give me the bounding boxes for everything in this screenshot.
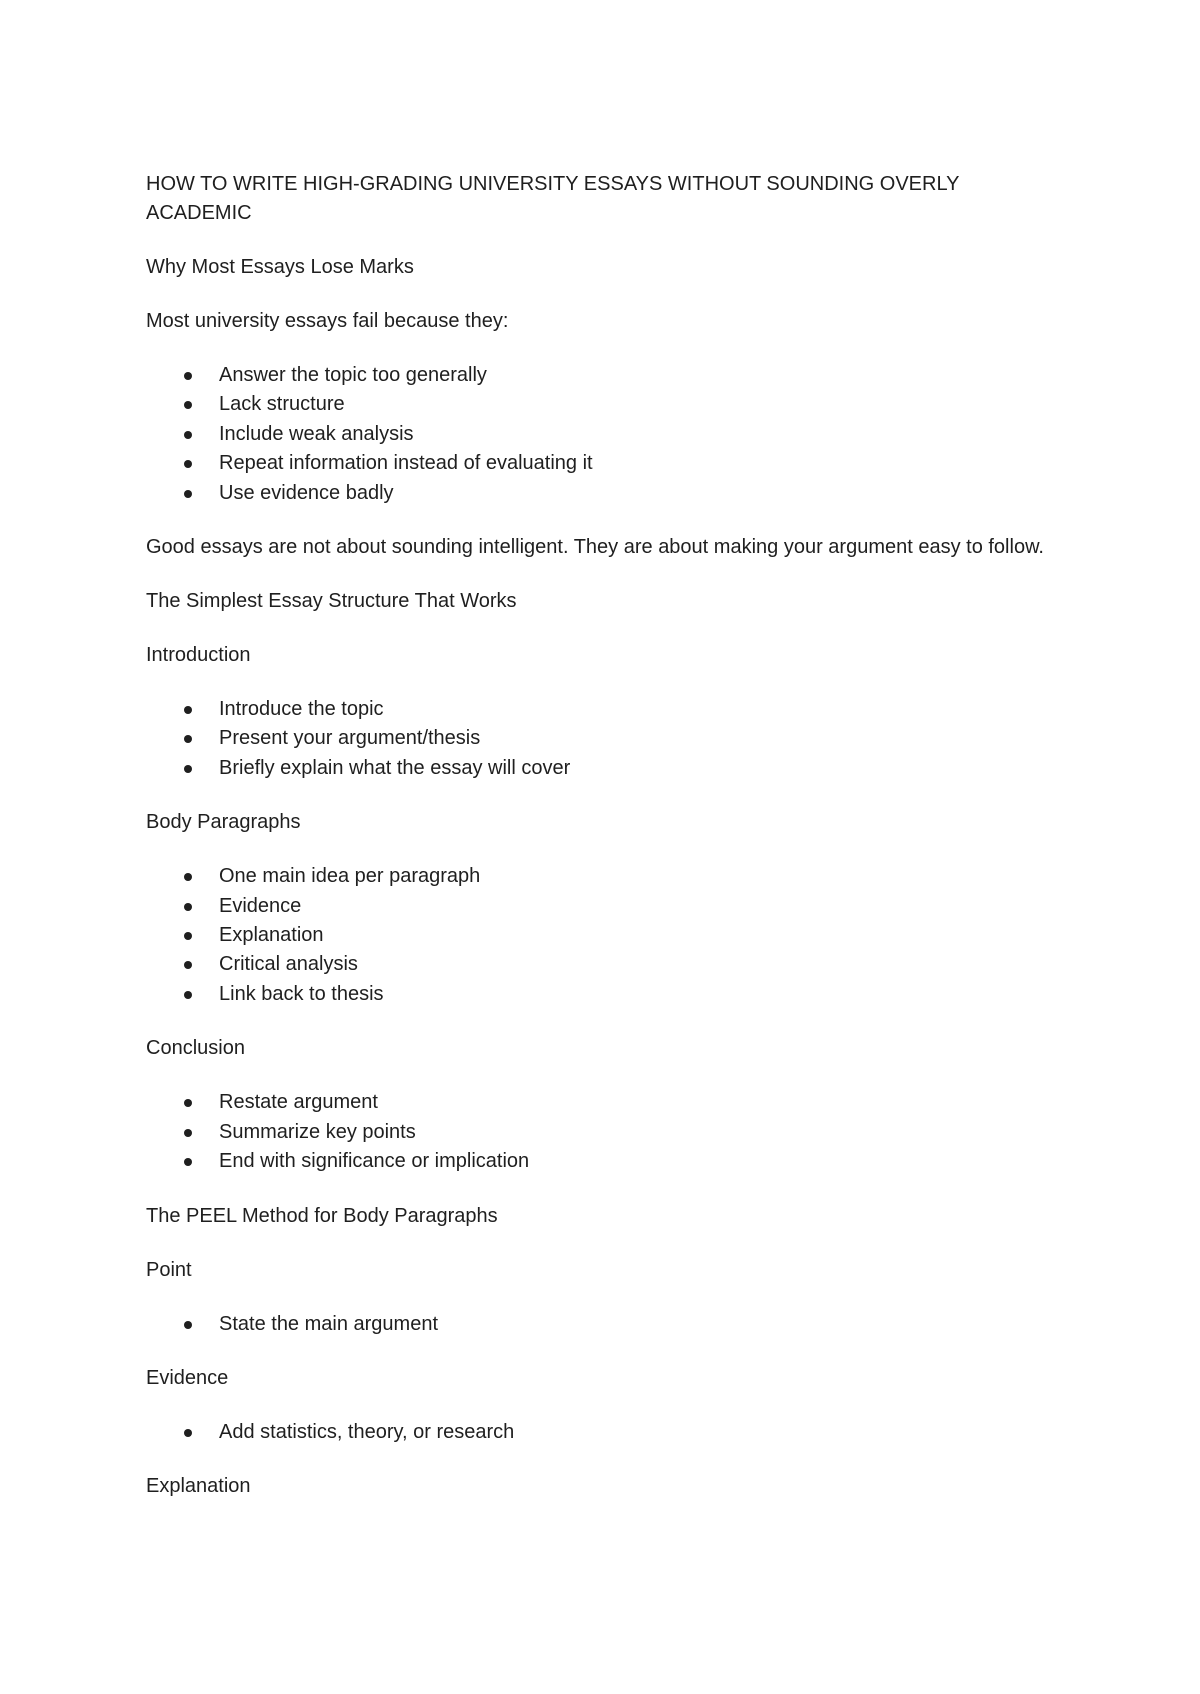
list-item-text: Include weak analysis [219, 422, 414, 445]
bullet-dot-icon [184, 706, 192, 714]
list-item [146, 449, 1066, 478]
bullet-dot-icon [184, 431, 192, 439]
list-item [146, 1418, 1066, 1447]
bullet-dot-icon [184, 460, 192, 468]
list-item [146, 361, 1066, 390]
list-item [146, 862, 1066, 891]
list-item [146, 980, 1066, 1009]
list-item [146, 950, 1066, 979]
document-title: HOW TO WRITE HIGH-GRADING UNIVERSITY ESSAYS WITHOUT SOUNDING OVERLY ACADEMIC [146, 173, 960, 224]
list-item-text: Use evidence badly [219, 481, 394, 504]
list-item-text: Add statistics, theory, or research [219, 1420, 515, 1443]
list-item [146, 724, 1066, 753]
bullet-dot-icon [184, 903, 192, 911]
list-item [146, 1147, 1066, 1176]
section-heading: The PEEL Method for Body Paragraphs [146, 1204, 498, 1227]
list-item [146, 1310, 1066, 1339]
bullet-list [146, 1418, 1066, 1447]
bullet-dot-icon [184, 1099, 192, 1107]
list-item-text: One main idea per paragraph [219, 865, 481, 888]
section-heading: Why Most Essays Lose Marks [146, 256, 414, 278]
list-item [146, 1088, 1066, 1117]
list-item [146, 754, 1066, 783]
bullet-dot-icon [184, 1429, 192, 1437]
bullet-list [146, 695, 1066, 783]
list-item [146, 695, 1066, 724]
list-item [146, 420, 1066, 449]
bullet-dot-icon [184, 961, 192, 969]
bullet-dot-icon [184, 1321, 192, 1329]
list-item-text: Lack structure [219, 393, 345, 416]
section-heading: Introduction [146, 644, 251, 667]
bullet-list [146, 862, 1066, 1009]
bullet-dot-icon [184, 873, 192, 881]
bullet-dot-icon [184, 932, 192, 940]
bullet-dot-icon [184, 1158, 192, 1166]
bullet-dot-icon [184, 991, 192, 999]
list-item-text: Repeat information instead of evaluating it [219, 452, 593, 475]
list-item-text: Restate argument [219, 1091, 378, 1114]
section-heading: Evidence [146, 1366, 229, 1389]
list-item [146, 479, 1066, 508]
list-item-text: Briefly explain what the essay will cover [219, 756, 571, 779]
list-item [146, 892, 1066, 921]
bullet-dot-icon [184, 1129, 192, 1137]
bullet-dot-icon [184, 490, 192, 498]
section-heading: The Simplest Essay Structure That Works [146, 590, 517, 613]
document-body [146, 170, 1066, 1526]
list-item-text: Present your argument/thesis [219, 727, 481, 750]
bullet-dot-icon [184, 401, 192, 409]
bullet-dot-icon [184, 765, 192, 773]
list-item [146, 390, 1066, 419]
body-paragraph: Good essays are not about sounding intelligent. They are about making your argument easy to follow. [146, 536, 1044, 559]
section-heading: Point [146, 1258, 192, 1281]
list-item-text: State the main argument [219, 1312, 439, 1335]
bullet-dot-icon [184, 735, 192, 743]
list-item-text: Answer the topic too generally [219, 364, 487, 386]
list-item [146, 921, 1066, 950]
list-item-text: Introduce the topic [219, 698, 384, 721]
intro-sentence: Most university essays fail because they: [146, 310, 509, 332]
list-item-text: Evidence [219, 894, 302, 917]
section-heading: Body Paragraphs [146, 811, 301, 834]
list-item-text: Critical analysis [219, 953, 358, 976]
list-item-text: Explanation [219, 924, 324, 947]
section-heading: Explanation [146, 1475, 251, 1498]
list-item-text: End with significance or implication [219, 1150, 530, 1173]
section-heading: Conclusion [146, 1037, 245, 1060]
bullet-list [146, 1088, 1066, 1176]
bullet-list [146, 1310, 1066, 1339]
bullet-list [146, 361, 1066, 508]
bullet-dot-icon [184, 372, 192, 380]
list-item-text: Link back to thesis [219, 982, 384, 1005]
list-item-text: Summarize key points [219, 1120, 416, 1143]
list-item [146, 1118, 1066, 1147]
